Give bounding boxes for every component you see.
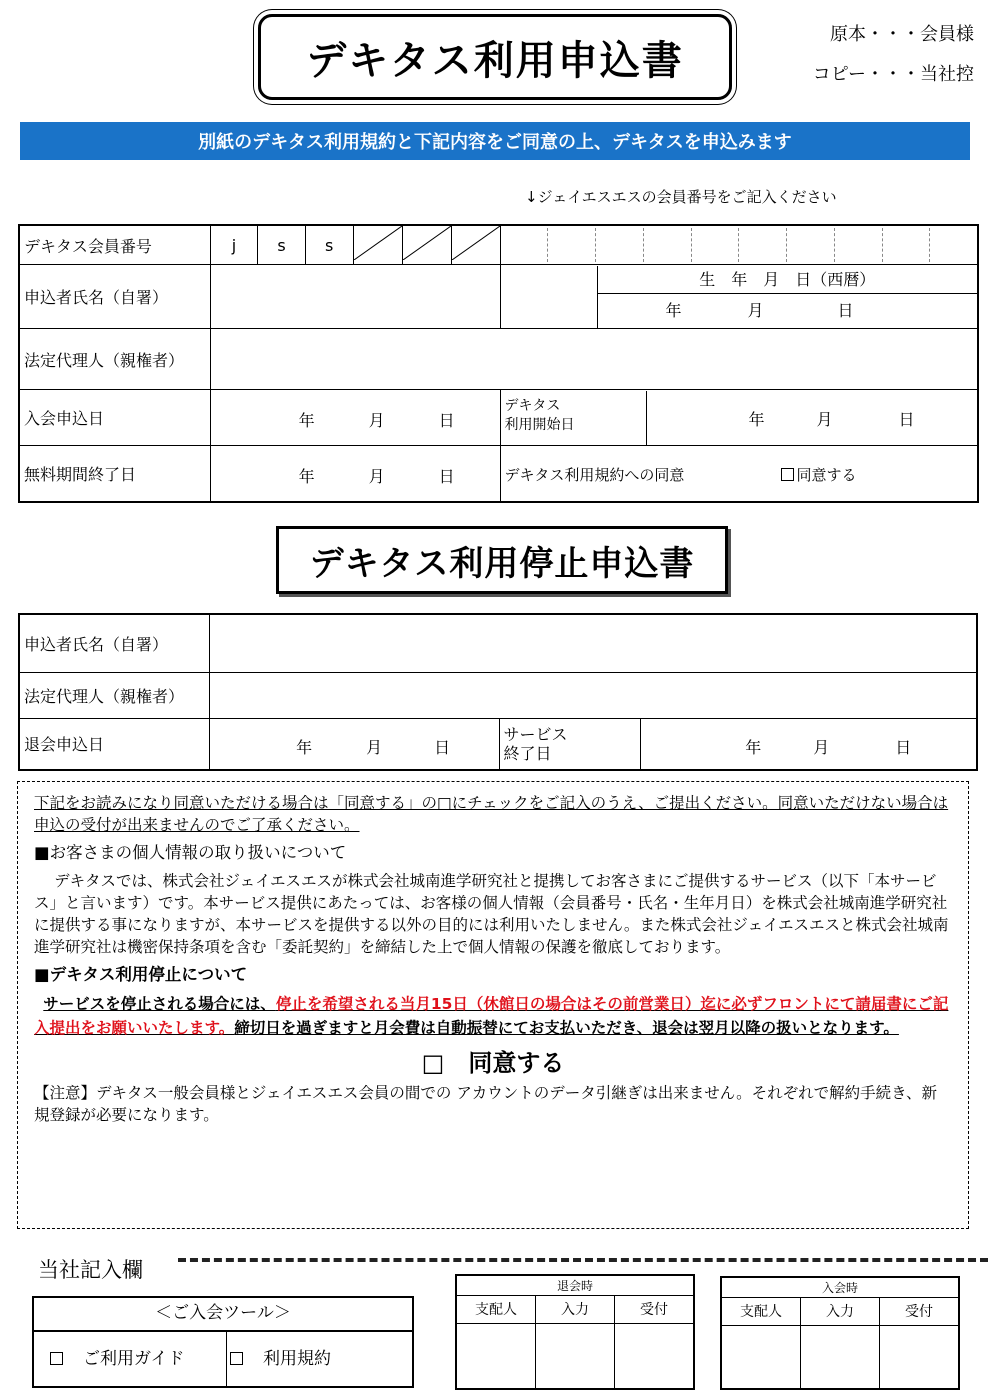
form-title: デキタス利用申込書 [258,14,732,100]
join-reception-header: 受付 [905,1304,933,1320]
join-reception-stamp[interactable] [880,1326,958,1388]
join-month: 月 [368,411,385,430]
service-end-input[interactable] [641,718,977,770]
join-year: 年 [298,411,315,430]
withdraw-month: 月 [366,737,383,757]
withdraw-year: 年 [296,737,313,757]
join-stamp-title: 入会時 [722,1278,958,1298]
withdraw-input-header: 入力 [536,1296,615,1323]
service-end-label: サービス 終了日 [499,718,641,770]
withdraw-manager-stamp[interactable] [457,1324,536,1388]
caution-note: 【注意】デキタス一般会員様とジェイエスエス会員の間での アカウントのデータ引継ぎは出来ません。それぞれで解約手続き、新規登録が必要になります。 [34,1084,938,1124]
join-date-label: 入会申込日 [19,390,210,446]
member-slash-cell [353,225,402,265]
stop-table [18,613,978,771]
copy-office-note: コピー・・・当社控 [812,64,974,85]
birth-month: 月 [747,300,764,320]
service-end-month: 月 [813,737,830,757]
withdraw-date-label: 退会申込日 [19,718,210,770]
birth-day: 日 [837,300,854,320]
start-date-input[interactable] [647,391,978,445]
member-number-input[interactable] [500,225,978,265]
start-day: 日 [898,409,915,429]
withdraw-manager-header: 支配人 [457,1296,536,1323]
stop-heading: ■デキタス利用停止について [34,965,248,984]
office-divider [178,1258,988,1262]
free-end-year: 年 [298,467,315,486]
consent-label: デキタス利用規約への同意 [504,466,685,484]
birthdate-cell [500,265,978,329]
office-use-label: 当社記入欄 [38,1258,143,1282]
birth-year: 年 [665,300,682,320]
member-slash-cell [402,225,451,265]
withdraw-input-stamp[interactable] [536,1324,615,1388]
tool-guide-checkbox[interactable]: ご利用ガイド [50,1349,185,1369]
stop-body: サービスを停止される場合には、停止を希望される当月15日（休館日の場合はその前営業日）迄に必ずフロントにて請届書にご記入提出をお願いいたします。締切日を過ぎますと月会費は自動振替にてお支払いただき、退会は翌月以降の扱いとなります。 [34,995,949,1037]
free-end-month: 月 [368,467,385,486]
birthdate-label: 生 年 月 日（西暦） [598,266,978,294]
join-input-header: 入力 [801,1298,880,1325]
start-month: 月 [816,409,833,429]
member-prefix-j: j [210,225,258,265]
start-year: 年 [748,409,765,429]
member-number-note: ↓ジェイエスエスの会員番号をご記入ください [525,188,837,206]
terms-notice [17,781,969,1229]
join-manager-stamp[interactable] [722,1326,801,1388]
join-manager-header: 支配人 [722,1298,801,1325]
free-end-day: 日 [438,467,455,486]
applicant-name-input[interactable] [210,265,500,329]
join-input-stamp[interactable] [801,1326,880,1388]
application-table [18,224,979,503]
agreement-banner: 別紙のデキタス利用規約と下記内容をご同意の上、デキタスを申込みます [20,122,970,160]
agree-checkbox[interactable]: □ 同意する [421,1049,565,1077]
guardian-input[interactable] [210,329,978,390]
withdraw-date-input[interactable] [210,718,499,770]
member-prefix-s1: s [258,225,306,265]
join-date-input[interactable] [210,390,500,446]
guardian-label: 法定代理人（親権者） [19,329,210,390]
join-stamp-box [720,1276,960,1390]
join-tools-box [32,1296,414,1388]
service-end-day: 日 [895,737,912,757]
birthdate-input[interactable] [598,294,978,328]
service-end-year: 年 [745,737,762,757]
withdraw-stamp-title: 退会時 [457,1276,693,1296]
join-tools-title: ＜ご入会ツール＞ [34,1298,412,1332]
member-slash-cell [451,225,500,265]
applicant-name-label: 申込者氏名（自署） [19,265,210,329]
member-number-label: デキタス会員番号 [19,225,210,265]
free-end-label: 無料期間終了日 [19,446,210,502]
stop-name-label: 申込者氏名（自署） [19,614,210,672]
privacy-body: デキタスでは、株式会社ジェイエスエスが株式会社城南進学研究社と提携してお客さまにご提供するサービス（以下「本サービス」と言います）です。本サービス提供にあたっては、お客様の個人情報（会員番号・氏名・生年月日）を株式会社城南進学研究社に提供する事になりますが、本サービスを提供する以外の目的には利用いたしません。また株式会社ジェイエスエスと株式会社城南進学研究社は機密保持条項を含む「委託契約」を締結した上で個人情報の保護を徹底しております。 [34,872,949,956]
join-day: 日 [438,411,455,430]
withdraw-reception-header: 受付 [640,1302,668,1318]
start-date-label: デキタス 利用開始日 [501,391,647,445]
notice-intro: 下記をお読みになり同意いただける場合は「同意する」の□にチェックをご記入のうえ、ご提出ください。同意いただけない場合は申込の受付が出来ませんのでご了承ください。 [34,794,949,834]
member-prefix-s2: s [305,225,353,265]
privacy-heading: ■お客さまの個人情報の取り扱いについて [34,843,347,862]
consent-checkbox[interactable]: 同意する [781,464,857,485]
withdraw-day: 日 [434,737,451,757]
free-end-input[interactable] [210,446,500,502]
withdraw-stamp-box [455,1274,695,1390]
withdraw-reception-stamp[interactable] [615,1324,693,1388]
stop-form-title: デキタス利用停止申込書 [276,526,728,594]
stop-guardian-label: 法定代理人（親権者） [19,672,210,718]
tool-terms-checkbox[interactable]: 利用規約 [230,1332,331,1386]
copy-original-note: 原本・・・会員様 [830,24,974,45]
stop-guardian-input[interactable] [210,672,977,718]
stop-name-input[interactable] [210,614,977,672]
